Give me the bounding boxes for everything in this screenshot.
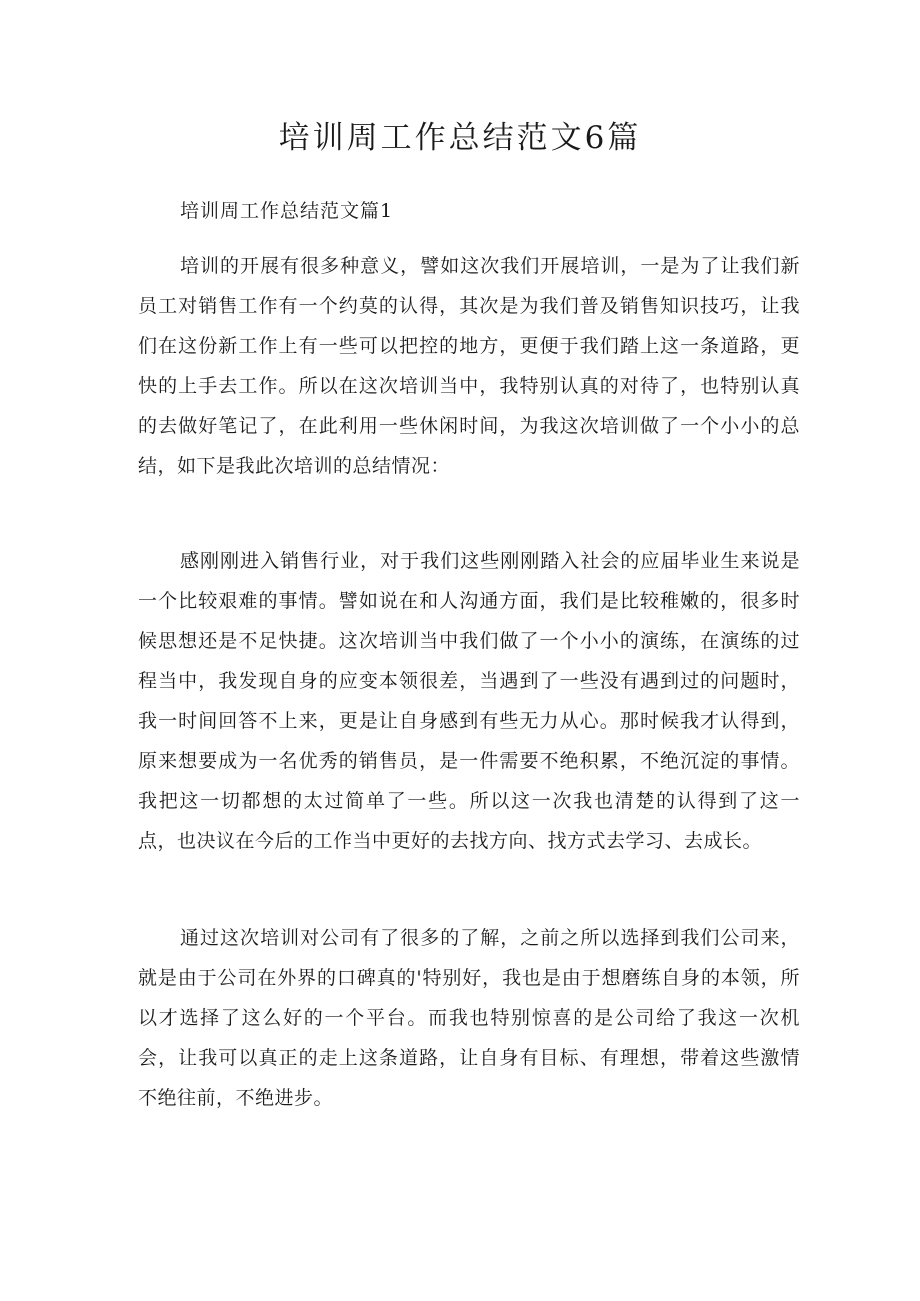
- section-heading: 培训周工作总结范文篇1: [180, 200, 394, 222]
- paragraph-2: 感刚刚进入销售行业，对于我们这些刚刚踏入社会的应届毕业生来说是一个比较艰难的事情。譬如说在和人沟通方面，我们是比较稚嫩的，很多时候思想还是不足快捷。这次培训当中我们做了一个小小的演练，在演练的过程当中，我发现自身的应变本领很差，当遇到了一些没有遇到过的问题时，我一时间回答不上来，更是让自身感到有些无力从心。那时候我才认得到，原来想要成为一名优秀的销售员，是一件需要不绝积累，不绝沉淀的事情。我把这一切都想的太过简单了一些。所以这一次我也清楚的认得到了这一点，也决议在今后的工作当中更好的去找方向、找方式去学习、去成长。: [138, 550, 800, 852]
- paragraph-1: 培训的开展有很多种意义，譬如这次我们开展培训，一是为了让我们新员工对销售工作有一个约莫的认得，其次是为我们普及销售知识技巧，让我们在这份新工作上有一些可以把控的地方，更便于我们踏上这一条道路，更快的上手去工作。所以在这次培训当中，我特别认真的对待了，也特别认真的去做好笔记了，在此利用一些休闲时间，为我这次培训做了一个小小的总结，如下是我此次培训的总结情况：: [138, 255, 800, 477]
- document-title: 培训周工作总结范文6篇: [278, 120, 642, 156]
- paragraph-3: 通过这次培训对公司有了很多的了解，之前之所以选择到我们公司来，就是由于公司在外界的口碑真的'特别好，我也是由于想磨练自身的本领，所以才选择了这么好的一个平台。而我也特别惊喜的是公司给了我这一次机会，让我可以真正的走上这条道路，让自身有目标、有理想，带着这些激情不绝往前，不绝进步。: [138, 927, 800, 1109]
